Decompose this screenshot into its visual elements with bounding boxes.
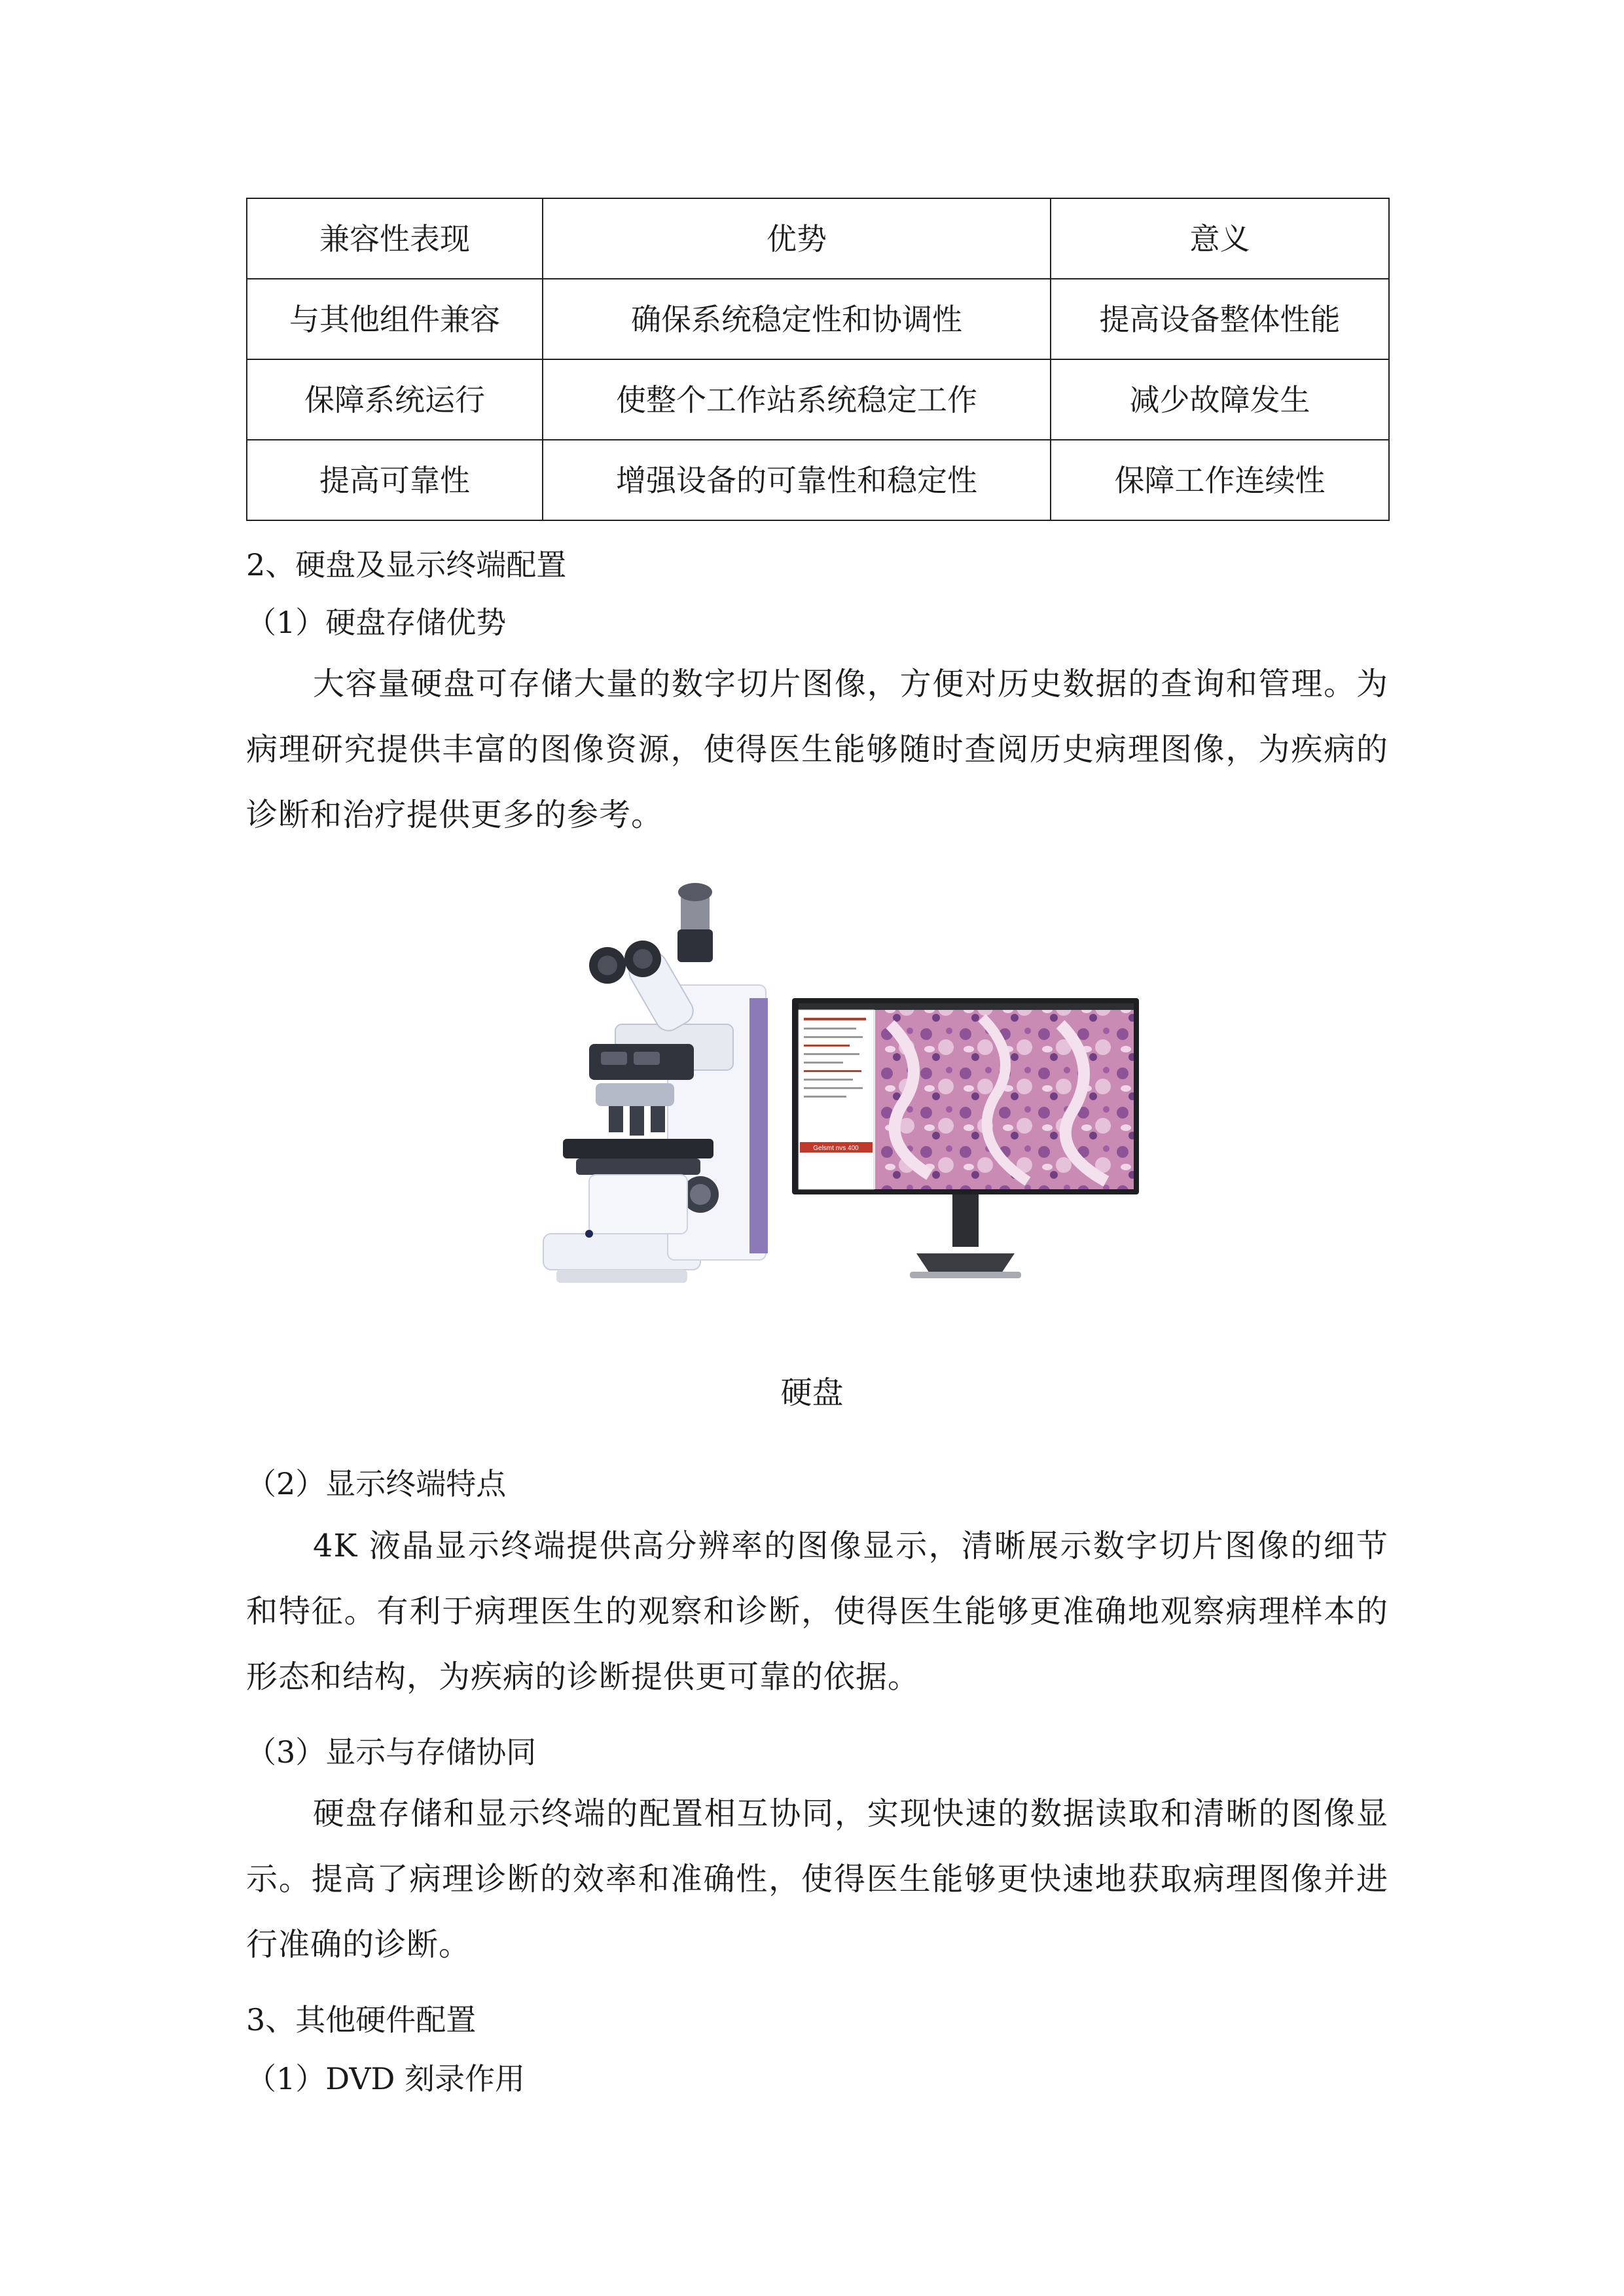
table-cell: 保障系统运行 xyxy=(247,359,543,440)
monitor-image xyxy=(792,998,1139,1278)
monitor-banner-text: Gelsmt nvs 400 xyxy=(813,1145,859,1152)
figure-caption: 硬盘 xyxy=(780,1374,844,1411)
table-header-cell: 兼容性表现 xyxy=(247,198,543,279)
table-header-cell: 优势 xyxy=(543,198,1051,279)
section-heading: 3、其他硬件配置 xyxy=(246,2002,477,2037)
table-row xyxy=(247,440,1389,520)
table-cell: 使整个工作站系统稳定工作 xyxy=(543,359,1051,440)
compatibility-table xyxy=(246,198,1390,521)
paragraph: 硬盘存储和显示终端的配置相互协同，实现快速的数据读取和清晰的图像显示。提高了病理诊断的效率和准确性，使得医生能够更快速地获取病理图像并进行准确的诊断。 xyxy=(246,1795,1388,1963)
table-cell: 确保系统稳定性和协调性 xyxy=(543,279,1051,359)
table-cell: 减少故障发生 xyxy=(1051,359,1389,440)
microscope-image xyxy=(543,883,768,1283)
subsection-heading: （3）显示与存储协同 xyxy=(246,1734,537,1770)
table-row xyxy=(247,279,1389,359)
section-heading: 2、硬盘及显示终端配置 xyxy=(246,547,567,583)
subsection-heading: （2）显示终端特点 xyxy=(246,1466,507,1501)
table-header-row xyxy=(247,198,1389,279)
paragraph: 大容量硬盘可存储大量的数字切片图像，方便对历史数据的查询和管理。为病理研究提供丰富的图像资源，使得医生能够随时查阅历史病理图像，为疾病的诊断和治疗提供更多的参考。 xyxy=(246,666,1388,833)
table-cell: 增强设备的可靠性和稳定性 xyxy=(543,440,1051,520)
table-cell: 保障工作连续性 xyxy=(1051,440,1389,520)
subsection-heading: （1）硬盘存储优势 xyxy=(246,605,507,640)
table-cell: 提高设备整体性能 xyxy=(1051,279,1389,359)
table-row xyxy=(247,359,1389,440)
table-header-cell: 意义 xyxy=(1051,198,1389,279)
subsection-heading: （1）DVD 刻录作用 xyxy=(246,2061,526,2096)
paragraph: 4K 液晶显示终端提供高分辨率的图像显示，清晰展示数字切片图像的细节和特征。有利于病理医生的观察和诊断，使得医生能够更准确地观察病理样本的形态和结构，为疾病的诊断提供更可靠的依据。 xyxy=(246,1528,1388,1695)
microscope-monitor-figure xyxy=(484,867,1152,1325)
table-cell: 与其他组件兼容 xyxy=(247,279,543,359)
table-cell: 提高可靠性 xyxy=(247,440,543,520)
